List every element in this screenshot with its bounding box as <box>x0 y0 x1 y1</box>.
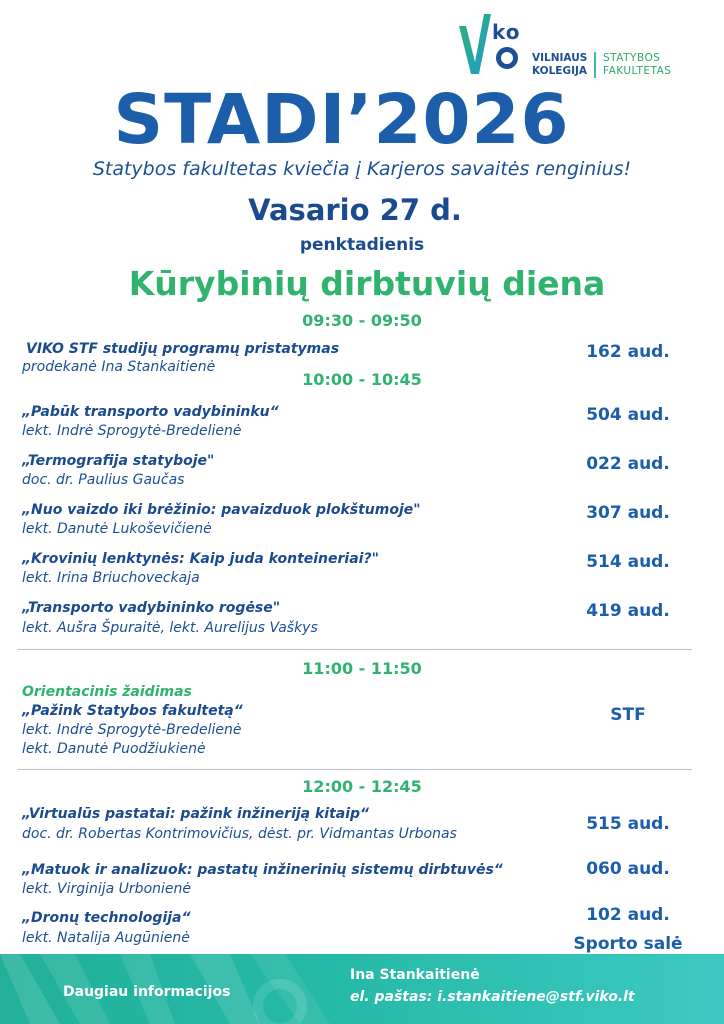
event-item-person: doc. dr. Paulius Gaučas <box>22 472 185 488</box>
event-item-person: lekt. Natalija Augūnienė <box>22 930 190 946</box>
event-category: Orientacinis žaidimas <box>22 684 192 700</box>
time-slot: 09:30 - 09:50 <box>302 311 422 330</box>
room-label: 514 aud. <box>586 552 670 572</box>
contact-email[interactable]: el. paštas: i.stankaitiene@stf.viko.lt <box>350 989 635 1005</box>
event-item-person: lekt. Danutė Puodžiukienė <box>22 741 206 757</box>
event-item-title: „Dronų technologija“ <box>22 910 191 926</box>
room-label: 515 aud. <box>586 814 670 834</box>
event-item-title: „Nuo vaizdo iki brėžinio: pavaizduok plokštumoje" <box>22 502 421 518</box>
event-item-title: „Virtualūs pastatai: pažink inžineriją kitaip“ <box>22 806 370 822</box>
event-item-title: „Pabūk transporto vadybininku“ <box>22 404 279 420</box>
event-item-person: lekt. Danutė Lukoševičienė <box>22 521 212 537</box>
event-weekday: penktadienis <box>299 235 425 255</box>
room-label: 504 aud. <box>586 405 670 425</box>
room-label: 102 aud. <box>586 905 670 925</box>
event-title: STADI’2026 <box>113 80 570 160</box>
event-item-title: „Krovinių lenktynės: Kaip juda konteineriai?" <box>22 551 379 567</box>
room-label: STF <box>610 705 646 725</box>
event-item-person: lekt. Virginija Urbonienė <box>22 881 191 897</box>
viko-v-icon <box>457 12 493 78</box>
time-slot: 12:00 - 12:45 <box>302 777 422 796</box>
event-item-person: lekt. Indrė Sprogytė-Bredelienė <box>22 722 242 738</box>
room-label: 022 aud. <box>586 454 670 474</box>
logo-faculty-line1: STATYBOS <box>603 52 661 64</box>
event-item-person: doc. dr. Robertas Kontrimovičius, dėst. pr. Vidmantas Urbonas <box>22 826 457 842</box>
room-label: 162 aud. <box>586 342 670 362</box>
logo-faculty-name <box>603 52 671 78</box>
event-date: Vasario 27 d. <box>248 193 462 227</box>
logo-faculty-line2: FAKULTETAS <box>603 65 672 77</box>
event-item-person: lekt. Irina Briuchoveckaja <box>22 570 200 586</box>
logo-letters: ko <box>492 20 521 44</box>
contact-name: Ina Stankaitienė <box>350 967 480 983</box>
event-item-person: lekt. Aušra Špuraitė, lekt. Aurelijus Vaškys <box>22 620 318 636</box>
logo-school-name <box>532 52 587 78</box>
time-slot: 11:00 - 11:50 <box>302 659 422 678</box>
logo-school-line2: KOLEGIJA <box>532 65 588 77</box>
event-item-person: prodekanė Ina Stankaitienė <box>22 359 216 375</box>
day-theme: Kūrybinių dirbtuvių diena <box>128 264 606 303</box>
time-slot: 10:00 - 10:45 <box>302 370 422 389</box>
room-label-secondary: Sporto salė <box>573 934 683 954</box>
event-item-title: „Termografija statyboje" <box>22 453 215 469</box>
event-item-title: „Matuok ir analizuok: pastatų inžinerinių sistemų dirbtuvės“ <box>22 862 503 878</box>
more-info-label: Daugiau informacijos <box>63 984 231 1000</box>
event-item-person: lekt. Indrė Sprogytė-Bredelienė <box>22 423 242 439</box>
section-divider <box>18 649 692 650</box>
room-label: 307 aud. <box>586 503 670 523</box>
logo-o-ring <box>496 47 518 69</box>
room-label: 419 aud. <box>586 601 670 621</box>
section-divider <box>18 769 692 770</box>
room-label: 060 aud. <box>586 859 670 879</box>
event-item-title: „Transporto vadybininko rogėse" <box>22 600 281 616</box>
logo-school-line1: VILNIAUS <box>532 52 588 64</box>
event-subtitle: Statybos fakultetas kviečia į Karjeros savaitės renginius! <box>92 158 632 180</box>
event-item-title: VIKO STF studijų programų pristatymas <box>26 341 340 357</box>
logo-divider <box>594 52 596 78</box>
event-item-title: „Pažink Statybos fakultetą“ <box>22 703 243 719</box>
